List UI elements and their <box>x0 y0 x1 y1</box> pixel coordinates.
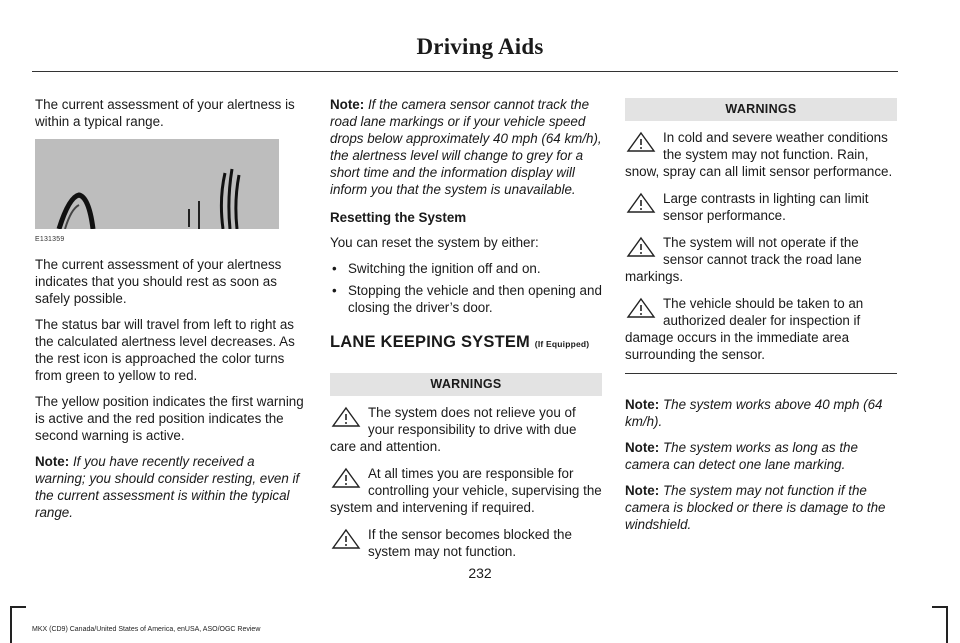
note-label: Note: <box>35 454 70 469</box>
warnings-divider <box>625 373 897 374</box>
crop-mark <box>946 606 948 643</box>
warning-triangle-icon <box>625 236 657 258</box>
crop-mark <box>12 606 26 608</box>
warning-text: If the sensor becomes blocked the system may not function. <box>368 527 572 559</box>
alertness-figure <box>35 139 279 229</box>
column-middle <box>330 96 602 570</box>
figure-code: E131359 <box>35 236 65 243</box>
paragraph: The current assessment of your alertness indicates that you should rest as soon as safely possible. <box>35 257 282 306</box>
warning-triangle-icon <box>330 467 362 489</box>
warning-triangle-icon <box>625 131 657 153</box>
note-label: Note: <box>625 440 660 455</box>
warning-triangle-icon <box>330 528 362 550</box>
warning-triangle-icon <box>625 192 657 214</box>
page-title: Driving Aids <box>416 34 544 59</box>
reset-list <box>330 260 602 316</box>
note-label: Note: <box>330 97 365 112</box>
note <box>35 453 307 521</box>
list-item <box>330 260 602 277</box>
bullet-icon: • <box>332 261 337 276</box>
paragraph: The yellow position indicates the first warning is active and the red position indicates the second warning is active. <box>35 394 304 443</box>
paragraph: The current assessment of your alertness is within a typical range. <box>35 97 295 129</box>
note-text: If you have recently received a warning; you should consider resting, even if the current assessment is within the typical range. <box>35 454 300 520</box>
footer-text: MKX (CD9) Canada/United States of America, enUSA, ASO/OGC Review <box>32 626 261 633</box>
note-text: The system works as long as the camera can detect one lane marking. <box>625 440 858 472</box>
warning-text: Large contrasts in lighting can limit sensor performance. <box>663 191 869 223</box>
warning-item <box>330 404 602 455</box>
note <box>625 482 897 533</box>
column-right <box>625 96 897 542</box>
column-left <box>35 96 307 530</box>
note <box>625 396 897 430</box>
warning-text: In cold and severe weather conditions the system may not function. Rain, snow, spray can all limit sensor performance. <box>625 130 893 179</box>
bullet-icon: • <box>332 283 337 298</box>
list-item-text: Switching the ignition off and on. <box>348 261 541 276</box>
warning-triangle-icon <box>625 297 657 319</box>
note <box>625 439 897 473</box>
warning-item <box>625 234 897 285</box>
crop-mark <box>932 606 946 608</box>
page-number: 232 <box>468 565 492 581</box>
reset-heading: Resetting the System <box>330 210 467 225</box>
warning-item <box>625 295 897 363</box>
warning-text: The vehicle should be taken to an authorized dealer for inspection if damage occurs in the immediate area surrounding the sensor. <box>625 296 864 362</box>
paragraph: You can reset the system by either: <box>330 235 539 250</box>
list-item-text: Stopping the vehicle and then opening and closing the driver’s door. <box>348 283 602 315</box>
alertness-figure-graphic <box>35 139 279 229</box>
warning-triangle-icon <box>330 406 362 428</box>
warning-text: At all times you are responsible for controlling your vehicle, supervising the system and intervening if required. <box>330 466 602 515</box>
section-heading <box>330 334 602 353</box>
warning-item <box>330 465 602 516</box>
warning-text: The system will not operate if the sensor cannot track the road lane markings. <box>625 235 862 284</box>
section-equipped: (If Equipped) <box>534 339 590 349</box>
warnings-header: WARNINGS <box>625 98 897 121</box>
list-item <box>330 282 602 316</box>
note-text: The system works above 40 mph (64 km/h). <box>625 397 883 429</box>
note-label: Note: <box>625 483 660 498</box>
note-text: If the camera sensor cannot track the road lane markings or if your vehicle speed drops below approximately 40 mph (64 km/h), the alertness level will change to grey for a short time and the information display will inform you that the system is unavailable. <box>330 97 602 197</box>
note-text: The system may not function if the camera is blocked or there is damage to the windshield. <box>625 483 886 532</box>
section-title: LANE KEEPING SYSTEM <box>330 333 530 351</box>
warning-item <box>625 190 897 224</box>
warnings-header: WARNINGS <box>330 373 602 396</box>
warning-text: The system does not relieve you of your responsibility to drive with due care and attention. <box>330 405 577 454</box>
paragraph: The status bar will travel from left to right as the calculated alertness level decreases. As the rest icon is approached the color turns from green to yellow to red. <box>35 317 295 383</box>
note <box>330 96 602 198</box>
header-divider <box>32 71 898 72</box>
warning-item <box>625 129 897 180</box>
crop-mark <box>10 606 12 643</box>
warning-item <box>330 526 602 560</box>
note-label: Note: <box>625 397 660 412</box>
